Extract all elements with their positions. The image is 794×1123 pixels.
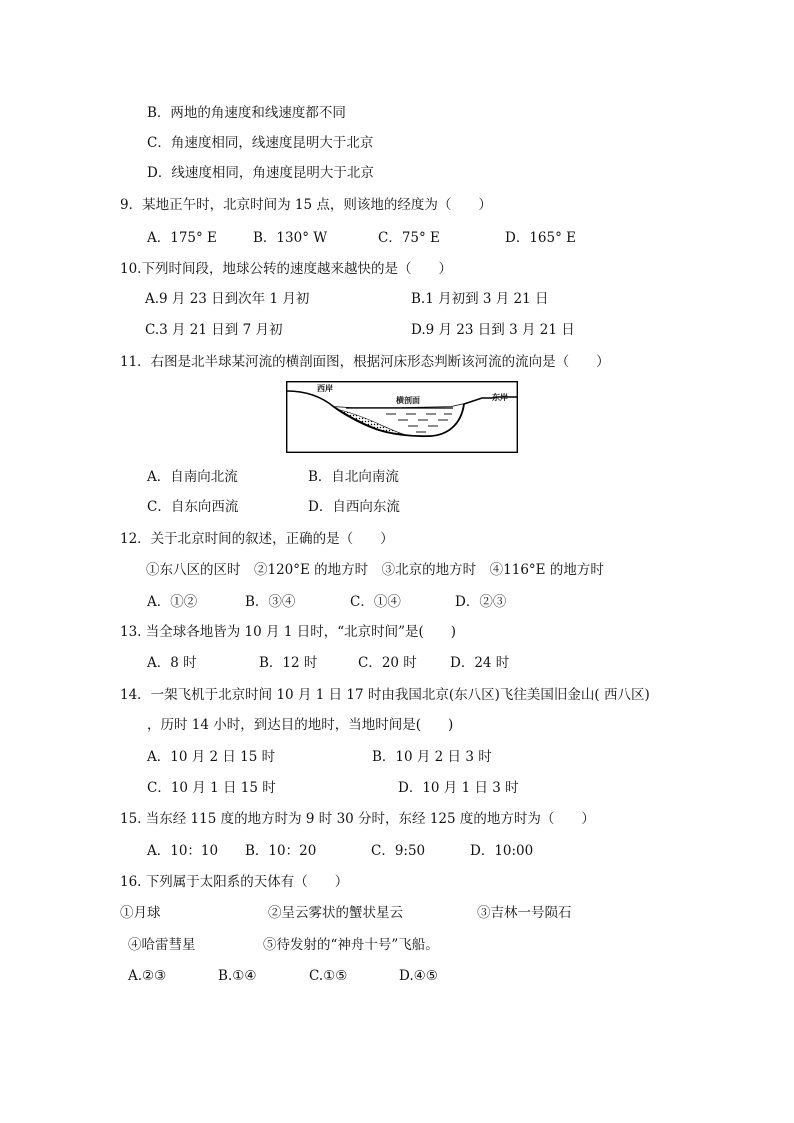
option-d: D.9 月 23 日到 3 月 21 日: [411, 322, 575, 338]
question-10: 10.下列时间段，地球公转的速度越来越快的是（ ）: [120, 261, 452, 277]
question-16: 16. 下列属于太阳系的天体有（ ）: [120, 874, 349, 890]
option-d: D．165° E: [505, 230, 576, 246]
option-b: B．130° W: [253, 230, 328, 246]
statement-1: ①月球: [120, 905, 161, 921]
option-d: D．10:00: [470, 843, 534, 859]
question-13: 13. 当全球各地皆为 10 月 1 日时，“北京时间”是( ): [120, 624, 457, 640]
option-a: A．10 月 2 日 15 时: [147, 749, 276, 765]
option-d: D．10 月 1 日 3 时: [398, 780, 519, 796]
option-c: C.①⑤: [309, 968, 348, 984]
statement-3: ③吉林一号陨石: [477, 905, 572, 921]
option-c: C．75° E: [378, 230, 440, 246]
option-d: D．自西向东流: [308, 499, 400, 515]
option-a: A．10：10: [147, 843, 219, 859]
option-a: A．8 时: [147, 655, 197, 671]
option-d: D．24 时: [450, 655, 510, 671]
option-a: A.②③: [128, 968, 167, 984]
question-15: 15. 当东经 115 度的地方时为 9 时 30 分时，东经 125 度的地方时为（ ）: [120, 811, 595, 827]
option-a: A．175° E: [147, 230, 217, 246]
statements-q16-row2: ④哈雷彗星 ⑤待发射的“神舟十号”飞船。: [128, 937, 439, 953]
option-c: C．自东向西流: [147, 499, 239, 515]
question-14-line2: ，历时 14 小时，到达目的地时，当地时间是( ): [147, 717, 454, 733]
option-c: C.3 月 21 日到 7 月初: [145, 322, 283, 338]
statements-q12: ①东八区的区时 ②120°E 的地方时 ③北京的地方时 ④116°E 的地方时: [146, 562, 604, 578]
option-a: A．①②: [147, 594, 198, 610]
option-d: D．②③: [455, 594, 507, 610]
option-b: B．③④: [245, 594, 296, 610]
option-a: A.9 月 23 日到次年 1 月初: [145, 291, 310, 307]
option-b: B．10 月 2 日 3 时: [372, 749, 492, 765]
option-b: B．10：20: [245, 843, 317, 859]
option-q8-c: C．角速度相同，线速度昆明大于北京: [147, 135, 374, 151]
option-c: C．①④: [350, 594, 401, 610]
river-cross-section-figure: [286, 381, 518, 453]
option-c: C．9:50: [371, 843, 426, 859]
east-bank-label: 东岸: [492, 393, 508, 402]
option-a: A．自南向北流: [147, 469, 238, 485]
option-c: C．10 月 1 日 15 时: [147, 780, 276, 796]
question-12: 12．关于北京时间的叙述，正确的是（ ）: [120, 531, 394, 547]
option-b: B.①④: [218, 968, 257, 984]
west-bank-label: 西岸: [317, 384, 333, 393]
option-d: D.④⑤: [399, 968, 438, 984]
question-11: 11．右图是北半球某河流的横剖面图，根据河床形态判断该河流的流向是（ ）: [120, 354, 610, 370]
option-c: C．20 时: [358, 655, 417, 671]
question-9: 9．某地正午时，北京时间为 15 点，则该地的经度为（ ）: [120, 197, 492, 213]
cross-section-label: 横剖面: [396, 396, 420, 405]
statement-2: ②呈云雾状的蟹状星云: [268, 905, 403, 921]
option-b: B．12 时: [259, 655, 318, 671]
option-b: B.1 月初到 3 月 21 日: [411, 291, 549, 307]
option-q8-d: D．线速度相同，角速度昆明大于北京: [147, 165, 374, 181]
option-b: B．自北向南流: [308, 469, 399, 485]
option-q8-b: B．两地的角速度和线速度都不同: [147, 105, 346, 121]
question-14-line1: 14．一架飞机于北京时间 10 月 1 日 17 时由我国北京(东八区)飞往美国旧金山( 西八区): [120, 687, 650, 703]
